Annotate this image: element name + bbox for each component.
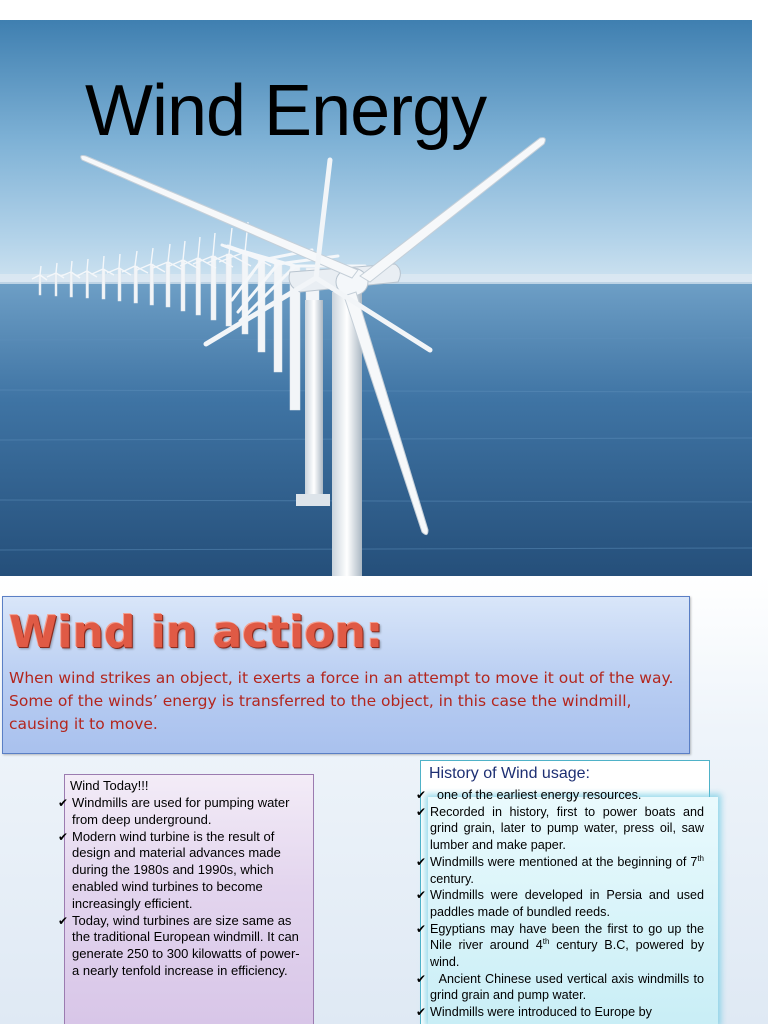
- list-item: ✔ Modern wind turbine is the result of design and material advances made during the 1980s and 1990s, which enabled wind turbines to become increasingly efficient.: [58, 828, 281, 911]
- check-mark-icon: ✔: [58, 796, 69, 810]
- list-item: ✔ Recorded in history, first to power boats and grind grain, later to pump water, press oil, saw lumber and make paper.: [416, 804, 704, 853]
- check-mark-icon: ✔: [58, 913, 69, 928]
- list-item: ✔ Egyptians may have been the first to go up the Nile river around 4th century B.C, powered by wind.: [416, 921, 704, 970]
- list-item: ✔ Windmills were introduced to Europe by: [416, 1005, 652, 1020]
- list-item: ✔ Ancient Chinese used vertical axis windmills to grind grain and pump water.: [416, 971, 708, 1003]
- wind-in-action-text: When wind strikes an object, it exerts a force in an attempt to move it out of the way. Some of the winds’ energy is transferred to the object, in this case the windmill, causing it to move.: [9, 669, 674, 733]
- check-mark-icon: ✔: [58, 829, 69, 844]
- history-heading: History of Wind usage:: [429, 765, 590, 782]
- list-item: ✔ one of the earliest energy resources.: [416, 788, 642, 802]
- check-mark-icon: ✔: [416, 854, 427, 869]
- wind-today-heading: Wind Today!!!: [70, 778, 149, 793]
- list-item: ✔ Today, wind turbines are size same as the traditional European windmill. It can generate 250 to 300 kilowatts of power- a nearly tenfold increase in efficiency.: [58, 912, 300, 978]
- check-mark-icon: ✔: [416, 971, 427, 986]
- wind-today-box: [58, 774, 314, 1024]
- slide-title: Wind Energy: [85, 71, 487, 151]
- check-mark-icon: ✔: [416, 1005, 427, 1020]
- list-item: ✔ Windmills were mentioned at the beginning of 7th century.: [416, 853, 704, 886]
- check-mark-icon: ✔: [416, 804, 427, 819]
- list-item: ✔ Windmills are used for pumping water from deep underground.: [58, 795, 290, 827]
- wind-today-list: [58, 795, 313, 980]
- check-mark-icon: ✔: [416, 888, 427, 903]
- check-mark-icon: ✔: [416, 788, 427, 802]
- list-item: ✔ Windmills were developed in Persia and used paddles made of bundled reeds.: [416, 888, 704, 919]
- wind-in-action-title: Wind in action:: [9, 607, 384, 658]
- history-list: [416, 787, 708, 1021]
- wind-in-action-box: [2, 596, 690, 754]
- hero-photo: [0, 20, 752, 576]
- check-mark-icon: ✔: [416, 921, 427, 936]
